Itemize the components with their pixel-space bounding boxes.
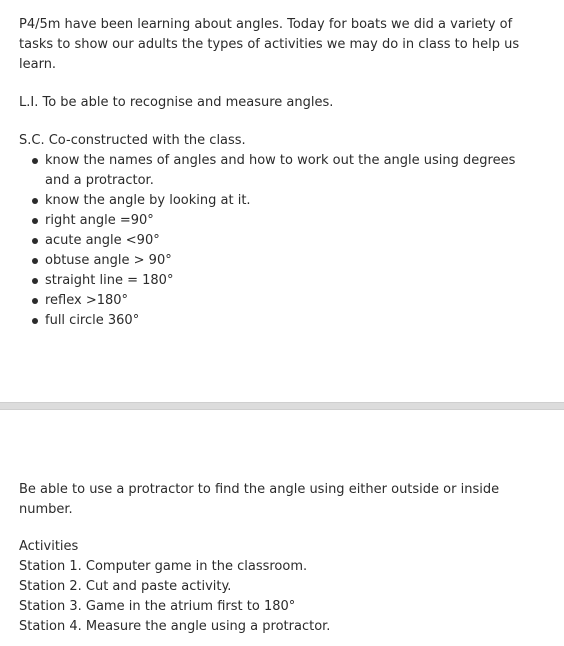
list-item: Station 3. Game in the atrium first to 180° [19,599,296,614]
bullet-icon [32,298,38,304]
list-item [45,231,539,251]
list-item-text: full circle 360° [45,313,140,328]
bullet-icon [32,318,38,324]
learning-intention: L.I. To be able to recognise and measure angles. [19,95,334,110]
list-item-text: know the names of angles and how to work out the angle using degrees and a protractor. [45,153,516,188]
bullet-icon [32,158,38,164]
list-item: Station 1. Computer game in the classroom. [19,559,308,574]
list-item [45,271,539,291]
list-item-text: know the angle by looking at it. [45,193,251,208]
list-item-text: acute angle <90° [45,233,160,248]
bullet-icon [32,278,38,284]
stations-list [19,557,330,637]
list-item: Station 2. Cut and paste activity. [19,579,232,594]
list-item [45,211,539,231]
intro-paragraph: P4/5m have been learning about angles. Today for boats we did a variety of tasks to show our adults the types of activities we may do in class to help us learn. [19,17,520,72]
success-criteria-list [19,151,539,331]
bullet-icon [32,218,38,224]
list-item [45,291,539,311]
bullet-icon [32,238,38,244]
bullet-icon [32,198,38,204]
success-criteria-heading: S.C. Co-constructed with the class. [19,133,246,148]
list-item: Station 4. Measure the angle using a protractor. [19,619,331,634]
list-item-text: reflex >180° [45,293,129,308]
protractor-paragraph: Be able to use a protractor to find the angle using either outside or inside number. [19,482,500,517]
list-item [45,251,539,271]
list-item [45,311,539,331]
list-item-text: right angle =90° [45,213,154,228]
bullet-icon [32,258,38,264]
list-item-text: straight line = 180° [45,273,174,288]
list-item-text: obtuse angle > 90° [45,253,172,268]
list-item [45,191,539,211]
page-separator [0,402,564,410]
list-item [45,151,539,191]
activities-heading: Activities [19,539,79,554]
